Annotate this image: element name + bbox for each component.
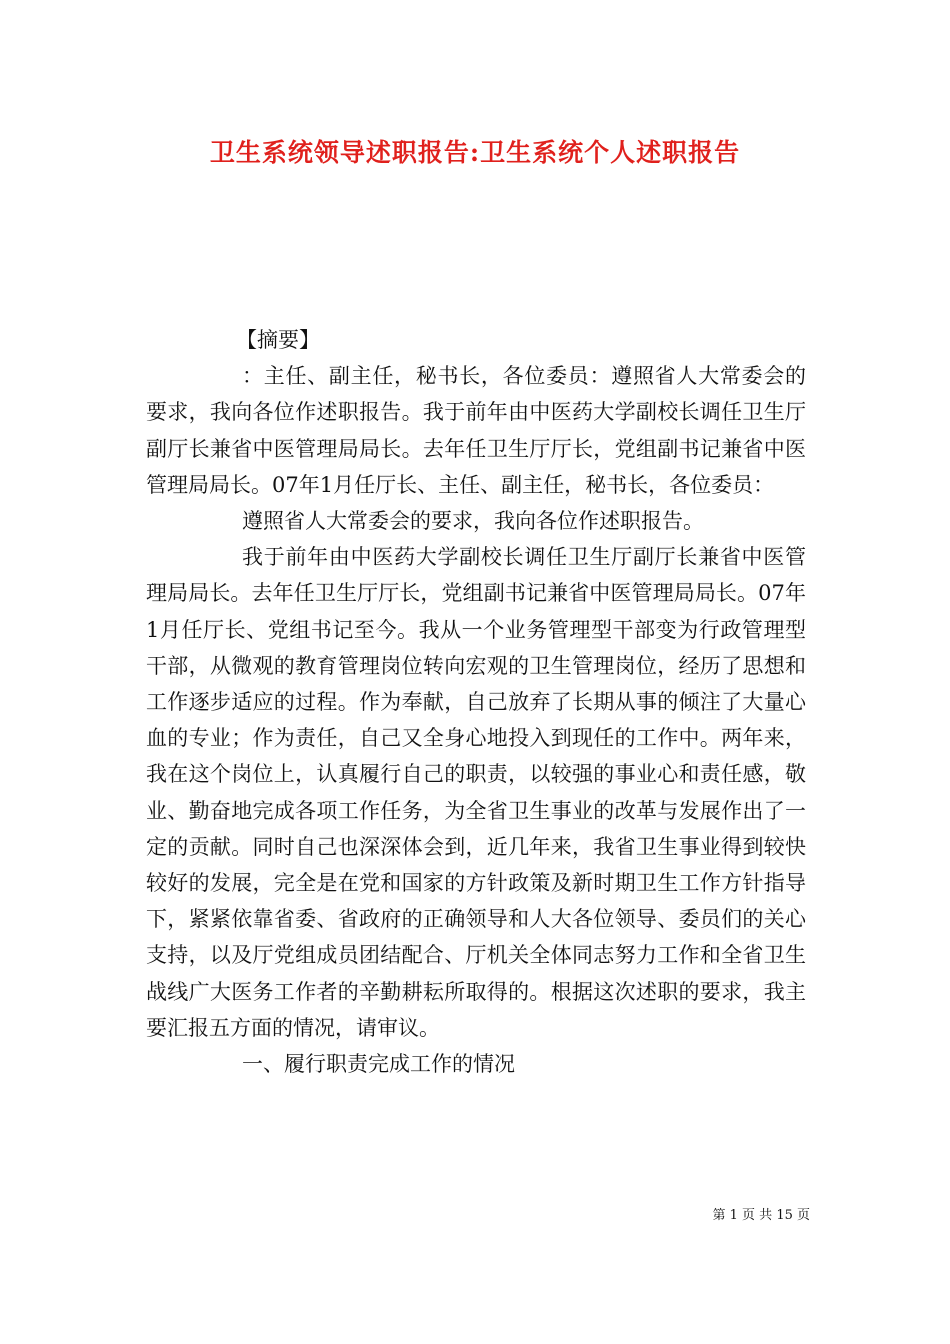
section-heading: 一、履行职责完成工作的情况 [242,1052,515,1077]
paragraph-1: ：主任、副主任，秘书长，各位委员：遵照省人大常委会的要求，我向各位作述职报告。我于前年由中医药大学副校长调任卫生厅副厅长兼省中医管理局局长。去年任卫生厅厅长，党组副书记兼省中医管理局局长。07年1月任厅长、主任、副主任，秘书长，各位委员： [146,364,806,497]
page-number: 第 1 页 共 15 页 [712,1208,810,1223]
document-body [146,322,806,1082]
document-title: 卫生系统领导述职报告:卫生系统个人述职报告 [209,138,741,167]
paragraph-2: 遵照省人大常委会的要求，我向各位作述职报告。 [242,509,704,534]
abstract-heading: 【摘要】 [236,328,320,352]
paragraph-3: 我于前年由中医药大学副校长调任卫生厅副厅长兼省中医管理局局长。去年任卫生厅厅长，党组副书记兼省中医管理局局长。07年1月任厅长、党组书记至今。我从一个业务管理型干部变为行政管理型干部，从微观的教育管理岗位转向宏观的卫生管理岗位，经历了思想和工作逐步适应的过程。作为奉献，自己放弃了长期从事的倾注了大量心血的专业；作为责任，自己又全身心地投入到现任的工作中。两年来，我在这个岗位上，认真履行自己的职责，以较强的事业心和责任感，敬业、勤奋地完成各项工作任务，为全省卫生事业的改革与发展作出了一定的贡献。同时自己也深深体会到，近几年来，我省卫生事业得到较快较好的发展，完全是在党和国家的方针政策及新时期卫生工作方针指导下，紧紧依靠省委、省政府的正确领导和人大各位领导、委员们的关心支持，以及厅党组成员团结配合、厅机关全体同志努力工作和全省卫生战线广大医务工作者的辛勤耕耘所取得的。根据这次述职的要求，我主要汇报五方面的情况，请审议。 [146,545,806,1040]
